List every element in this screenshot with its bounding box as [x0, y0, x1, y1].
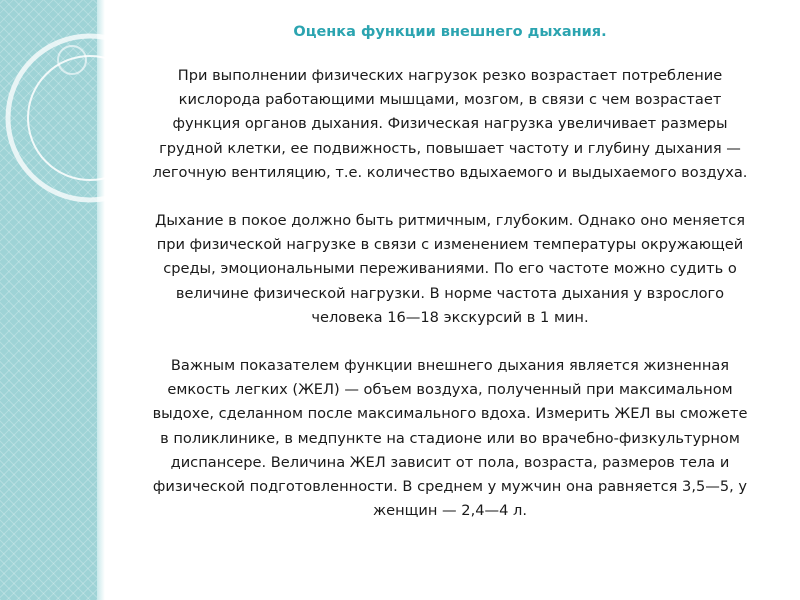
slide-title: Оценка функции внешнего дыхания.: [293, 24, 607, 40]
paragraph-breathing-rate: Дыхание в покое должно быть ритмичным, глубоким. Однако оно меняется при физической нагрузке в связи с изменением температуры окружающей среды, эмоциональными переживаниями. По его частоте можно судить о величине физической нагрузки. В норме частота дыхания у взрослого человека 16—18 экскурсий в 1 мин.: [154, 212, 746, 326]
slide-content: [105, 22, 795, 547]
paragraph-vital-capacity: Важным показателем функции внешнего дыхания является жизненная емкость легких (ЖЕЛ) — объем воздуха, полученный при максимальном выдохе, сделанном после максимального вдоха. Измерить ЖЕЛ вы сможете в поликлинике, в медпункте на стадионе или во врачебно-физкультурном диспансере. Величина ЖЕЛ зависит от пола, возраста, размеров тела и физической подготовленности. В среднем у мужчин она равняется 3,5—5, у женщин — 2,4—4 л.: [152, 357, 748, 520]
paragraph-exercise-load: При выполнении физических нагрузок резко возрастает потребление кислорода работающими мышцами, мозгом, в связи с чем возрастает функция органов дыхания. Физическая нагрузка увеличивает размеры грудной клетки, ее подвижность, повышает частоту и глубину дыхания — легочную вентиляцию, т.е. количество вдыхаемого и выдыхаемого воздуха.: [152, 67, 748, 181]
small-ring: [58, 46, 86, 74]
